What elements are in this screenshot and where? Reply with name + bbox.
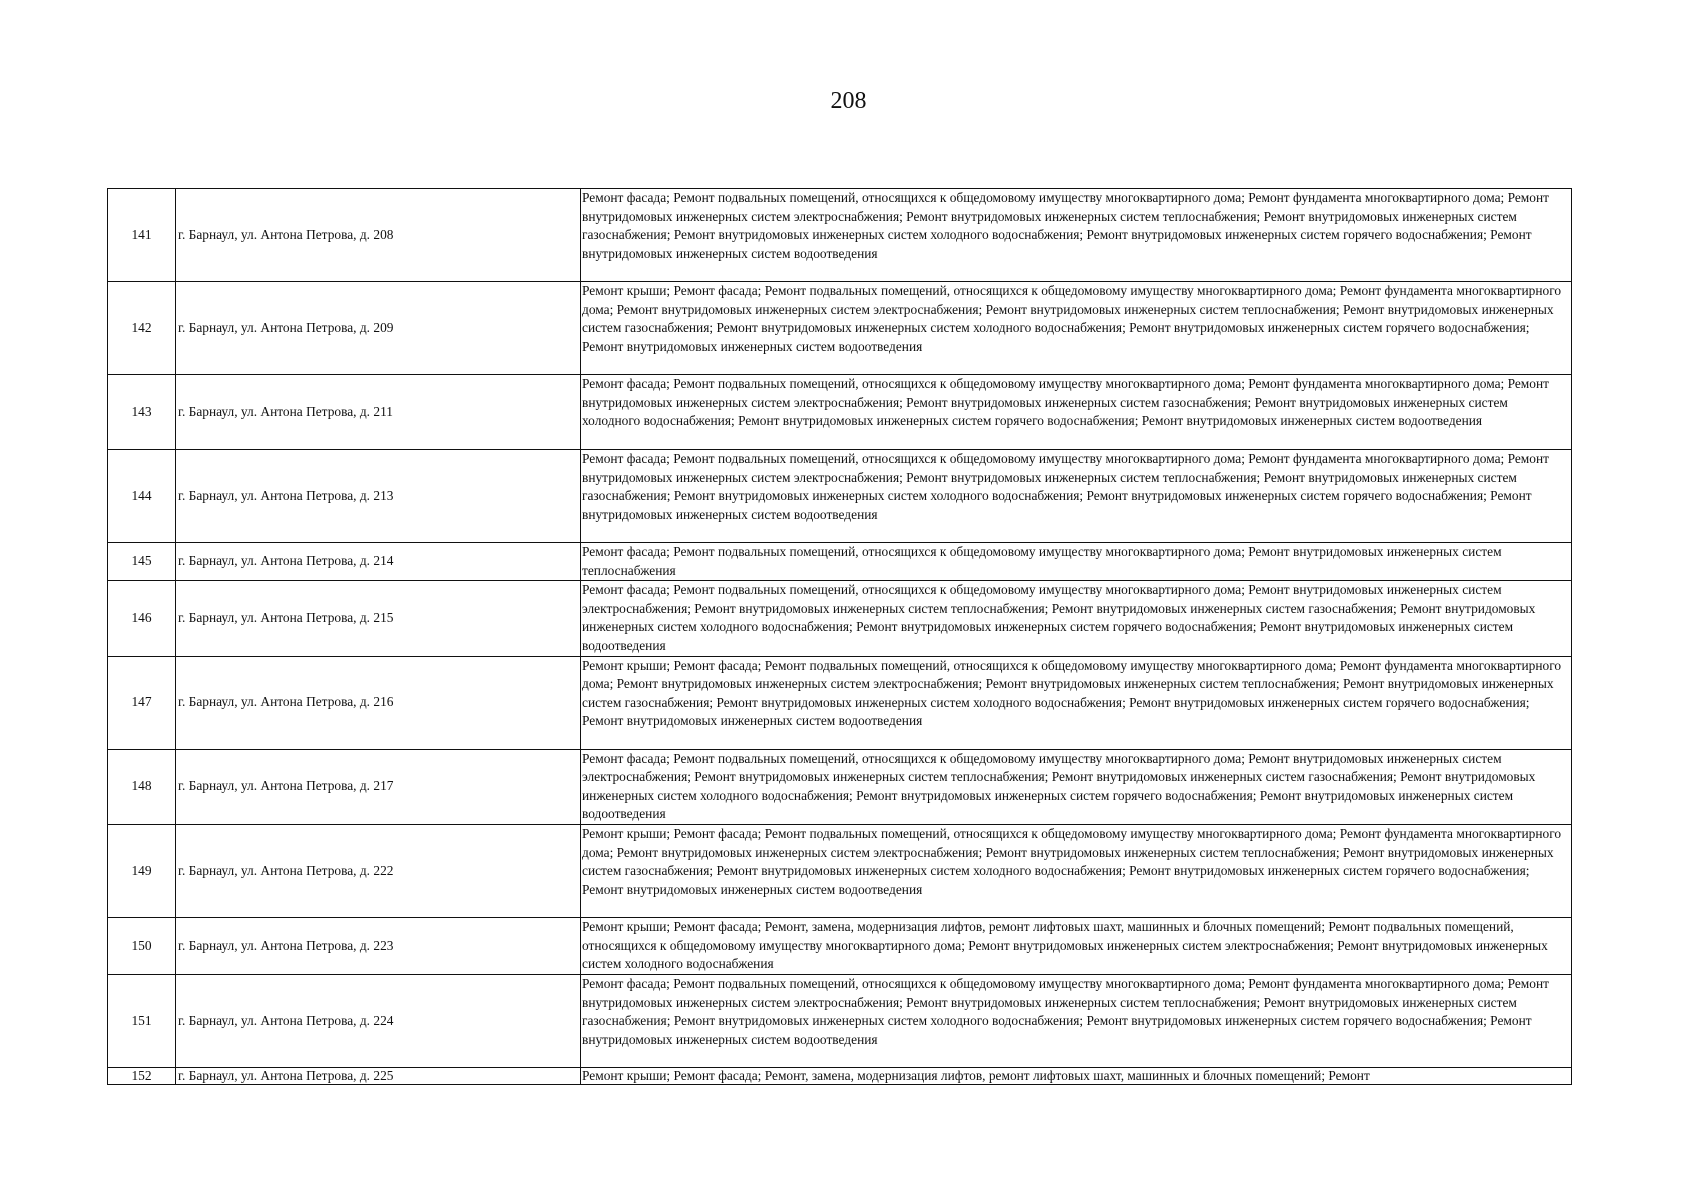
row-number: 143 [108,375,176,450]
row-address: г. Барнаул, ул. Антона Петрова, д. 214 [176,543,581,581]
row-works: Ремонт фасада; Ремонт подвальных помещений, относящихся к общедомовому имуществу многоквартирного дома; Ремонт фундамента многоквартирного дома; Ремонт внутридомовых инженерных систем электроснабжения; Ремонт внутридомовых инженерных систем теплоснабжения; Ремонт внутридомовых инженерных систем газоснабжения; Ремонт внутридомовых инженерных систем холодного водоснабжения; Ремонт внутридомовых инженерных систем горячего водоснабжения; Ремонт внутридомовых инженерных систем водоотведения [581,189,1572,282]
row-works: Ремонт фасада; Ремонт подвальных помещений, относящихся к общедомовому имуществу многоквартирного дома; Ремонт фундамента многоквартирного дома; Ремонт внутридомовых инженерных систем электроснабжения; Ремонт внутридомовых инженерных систем газоснабжения; Ремонт внутридомовых инженерных систем холодного водоснабжения; Ремонт внутридомовых инженерных систем горячего водоснабжения; Ремонт внутридомовых инженерных систем водоотведения [581,375,1572,450]
row-works: Ремонт крыши; Ремонт фасада; Ремонт подвальных помещений, относящихся к общедомовому имуществу многоквартирного дома; Ремонт фундамента многоквартирного дома; Ремонт внутридомовых инженерных систем электроснабжения; Ремонт внутридомовых инженерных систем теплоснабжения; Ремонт внутридомовых инженерных систем газоснабжения; Ремонт внутридомовых инженерных систем холодного водоснабжения; Ремонт внутридомовых инженерных систем горячего водоснабжения; Ремонт внутридомовых инженерных систем водоотведения [581,824,1572,917]
row-address: г. Барнаул, ул. Антона Петрова, д. 208 [176,189,581,282]
row-address: г. Барнаул, ул. Антона Петрова, д. 223 [176,917,581,974]
row-works: Ремонт фасада; Ремонт подвальных помещений, относящихся к общедомовому имуществу многоквартирного дома; Ремонт внутридомовых инженерных систем электроснабжения; Ремонт внутридомовых инженерных систем теплоснабжения; Ремонт внутридомовых инженерных систем газоснабжения; Ремонт внутридомовых инженерных систем холодного водоснабжения; Ремонт внутридомовых инженерных систем горячего водоснабжения; Ремонт внутридомовых инженерных систем водоотведения [581,749,1572,824]
row-address: г. Барнаул, ул. Антона Петрова, д. 224 [176,974,581,1067]
table-row [108,581,1572,656]
table-row [108,974,1572,1067]
row-address: г. Барнаул, ул. Антона Петрова, д. 225 [176,1067,581,1084]
table-row [108,917,1572,974]
row-address: г. Барнаул, ул. Антона Петрова, д. 215 [176,581,581,656]
row-works: Ремонт крыши; Ремонт фасада; Ремонт подвальных помещений, относящихся к общедомовому имуществу многоквартирного дома; Ремонт фундамента многоквартирного дома; Ремонт внутридомовых инженерных систем электроснабжения; Ремонт внутридомовых инженерных систем теплоснабжения; Ремонт внутридомовых инженерных систем газоснабжения; Ремонт внутридомовых инженерных систем холодного водоснабжения; Ремонт внутридомовых инженерных систем горячего водоснабжения; Ремонт внутридомовых инженерных систем водоотведения [581,656,1572,749]
table-row [108,543,1572,581]
row-number: 150 [108,917,176,974]
row-number: 152 [108,1067,176,1084]
row-works: Ремонт крыши; Ремонт фасада; Ремонт, замена, модернизация лифтов, ремонт лифтовых шахт, машинных и блочных помещений; Ремонт [581,1067,1572,1084]
row-address: г. Барнаул, ул. Антона Петрова, д. 222 [176,824,581,917]
row-address: г. Барнаул, ул. Антона Петрова, д. 213 [176,450,581,543]
row-works: Ремонт крыши; Ремонт фасада; Ремонт, замена, модернизация лифтов, ремонт лифтовых шахт, машинных и блочных помещений; Ремонт подвальных помещений, относящихся к общедомовому имуществу многоквартирного дома; Ремонт внутридомовых инженерных систем электроснабжения; Ремонт внутридомовых инженерных систем холодного водоснабжения [581,917,1572,974]
row-number: 142 [108,282,176,375]
repair-works-table [107,188,1572,1085]
row-address: г. Барнаул, ул. Антона Петрова, д. 217 [176,749,581,824]
row-works: Ремонт фасада; Ремонт подвальных помещений, относящихся к общедомовому имуществу многоквартирного дома; Ремонт внутридомовых инженерных систем теплоснабжения [581,543,1572,581]
table-row [108,749,1572,824]
table-row [108,824,1572,917]
row-address: г. Барнаул, ул. Антона Петрова, д. 216 [176,656,581,749]
row-works: Ремонт крыши; Ремонт фасада; Ремонт подвальных помещений, относящихся к общедомовому имуществу многоквартирного дома; Ремонт фундамента многоквартирного дома; Ремонт внутридомовых инженерных систем электроснабжения; Ремонт внутридомовых инженерных систем теплоснабжения; Ремонт внутридомовых инженерных систем газоснабжения; Ремонт внутридомовых инженерных систем холодного водоснабжения; Ремонт внутридомовых инженерных систем горячего водоснабжения; Ремонт внутридомовых инженерных систем водоотведения [581,282,1572,375]
table-row [108,189,1572,282]
row-address: г. Барнаул, ул. Антона Петрова, д. 211 [176,375,581,450]
row-works: Ремонт фасада; Ремонт подвальных помещений, относящихся к общедомовому имуществу многоквартирного дома; Ремонт фундамента многоквартирного дома; Ремонт внутридомовых инженерных систем электроснабжения; Ремонт внутридомовых инженерных систем теплоснабжения; Ремонт внутридомовых инженерных систем газоснабжения; Ремонт внутридомовых инженерных систем холодного водоснабжения; Ремонт внутридомовых инженерных систем горячего водоснабжения; Ремонт внутридомовых инженерных систем водоотведения [581,450,1572,543]
page-number: 208 [830,88,867,114]
row-number: 145 [108,543,176,581]
row-address: г. Барнаул, ул. Антона Петрова, д. 209 [176,282,581,375]
row-number: 151 [108,974,176,1067]
row-number: 141 [108,189,176,282]
row-works: Ремонт фасада; Ремонт подвальных помещений, относящихся к общедомовому имуществу многоквартирного дома; Ремонт внутридомовых инженерных систем электроснабжения; Ремонт внутридомовых инженерных систем теплоснабжения; Ремонт внутридомовых инженерных систем газоснабжения; Ремонт внутридомовых инженерных систем холодного водоснабжения; Ремонт внутридомовых инженерных систем горячего водоснабжения; Ремонт внутридомовых инженерных систем водоотведения [581,581,1572,656]
row-number: 147 [108,656,176,749]
row-number: 148 [108,749,176,824]
table-row [108,375,1572,450]
table-row [108,1067,1572,1084]
table-row [108,282,1572,375]
row-works: Ремонт фасада; Ремонт подвальных помещений, относящихся к общедомовому имуществу многоквартирного дома; Ремонт фундамента многоквартирного дома; Ремонт внутридомовых инженерных систем электроснабжения; Ремонт внутридомовых инженерных систем теплоснабжения; Ремонт внутридомовых инженерных систем газоснабжения; Ремонт внутридомовых инженерных систем холодного водоснабжения; Ремонт внутридомовых инженерных систем горячего водоснабжения; Ремонт внутридомовых инженерных систем водоотведения [581,974,1572,1067]
table-row [108,450,1572,543]
row-number: 149 [108,824,176,917]
row-number: 146 [108,581,176,656]
row-number: 144 [108,450,176,543]
table-row [108,656,1572,749]
